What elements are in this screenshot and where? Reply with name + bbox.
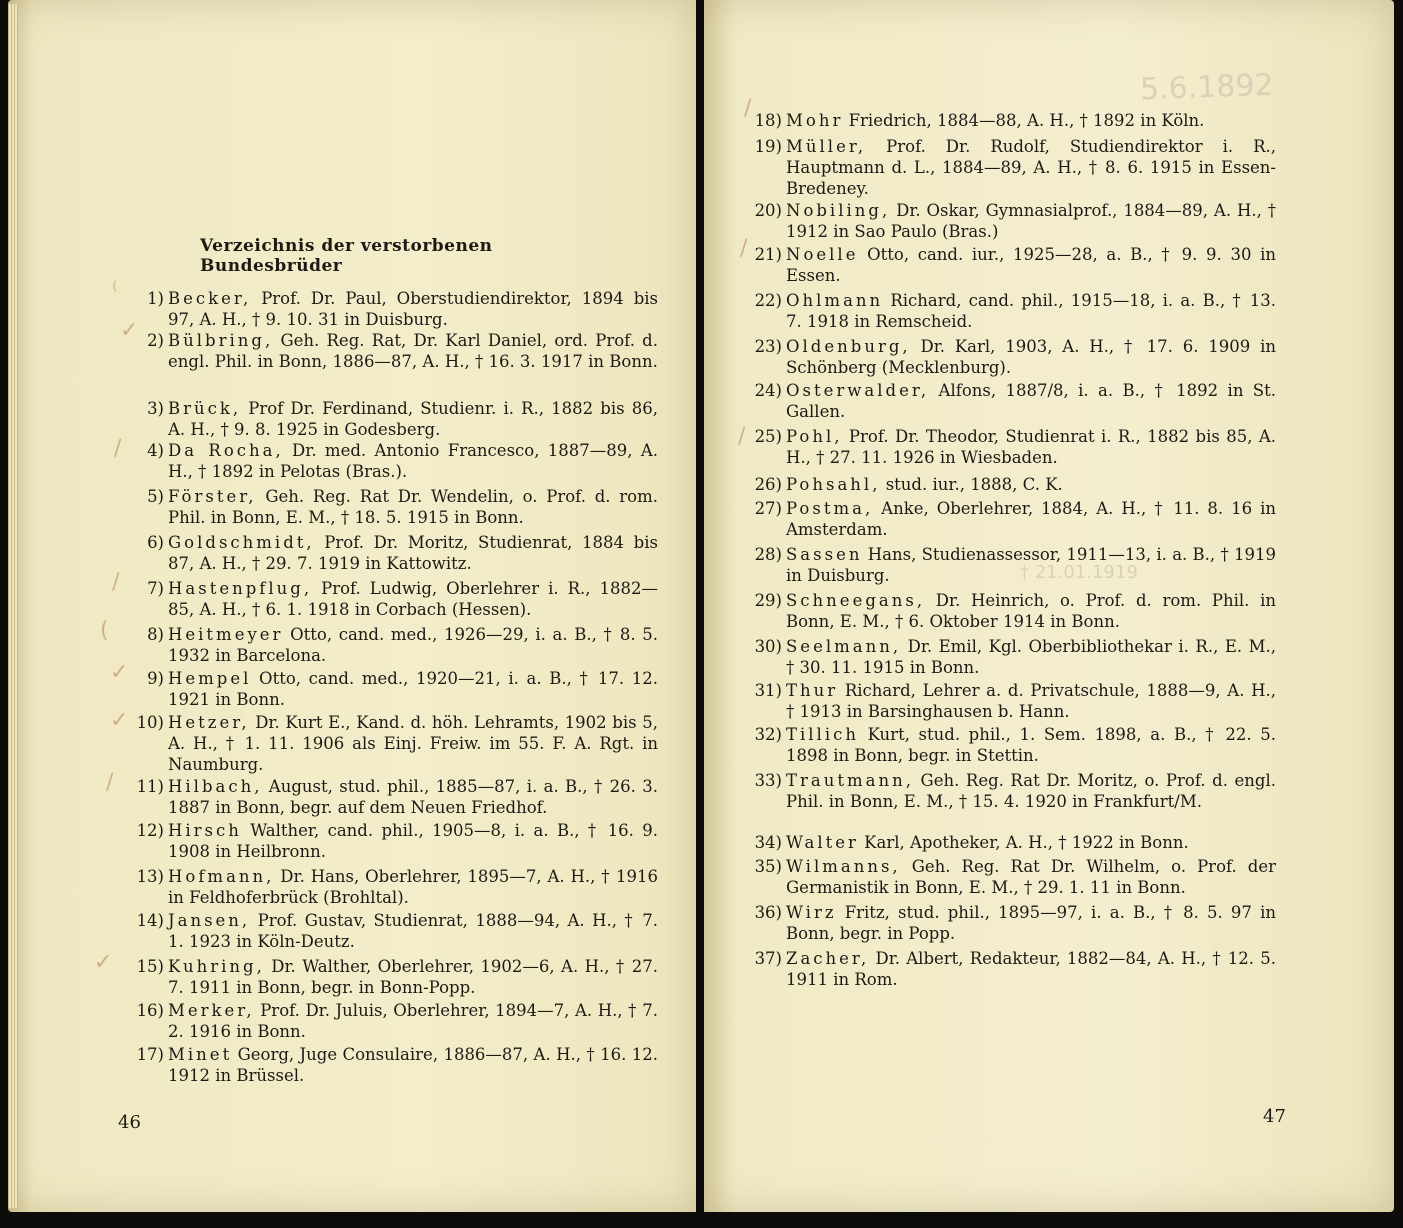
list-item [147,532,658,574]
entry-text [168,820,658,862]
entry-number: 27) [754,499,782,518]
entry-number: 28) [754,545,782,564]
entry-text [168,866,658,908]
list-item [754,290,1276,332]
entry-text [786,244,1276,286]
entry-text [786,590,1276,632]
entry-details: Prof. Gustav, Studienrat, 1888—94, A. H., † 7. 1. 1923 in Köln-Deutz. [168,911,658,951]
entry-surname: Bülbring, [168,331,274,350]
entry-number: 8) [147,625,164,644]
entry-surname: Postma, [786,499,874,518]
entry-number: 23) [754,337,782,356]
list-item [754,136,1276,199]
list-item [136,1044,658,1086]
entry-text [168,486,658,528]
entry-surname: Pohsahl, [786,475,881,494]
pencil-note-date: 5.6.1892 [1139,67,1275,108]
list-item [754,636,1276,678]
entry-number: 4) [147,441,164,460]
entry-surname: Trautmann, [786,771,914,790]
list-item [147,440,659,482]
entry-details: Dr. med. Antonio Francesco, 1887—89, A. H., † 1892 in Pelotas (Bras.). [168,441,659,481]
entry-details: Dr. Emil, Kgl. Oberbibliothekar i. R., E. M., † 30. 11. 1915 in Bonn. [786,637,1276,677]
list-item [136,712,658,775]
check-mark-icon: ✓ [120,318,139,343]
entry-details: Georg, Juge Consulaire, 1886—87, A. H., † 16. 12. 1912 in Brüssel. [168,1045,658,1085]
list-item [754,110,1276,131]
entry-text [786,136,1276,199]
entry-number: 17) [136,1045,164,1064]
entry-surname: Pohl, [786,427,843,446]
entry-details: Dr. Oskar, Gymnasialprof., 1884—89, A. H., † 1912 in Sao Paulo (Bras.) [786,201,1276,241]
entry-text [168,1000,658,1042]
entry-details: Fritz, stud. phil., 1895—97, i. a. B., † 8. 5. 97 in Bonn, begr. in Popp. [786,903,1276,943]
entry-text [168,288,658,330]
check-mark-icon: ⁽ [112,278,118,303]
list-item [754,724,1276,766]
entry-number: 11) [136,777,164,796]
entry-details: Prof. Dr. Theodor, Studienrat i. R., 1882 bis 85, A. H., † 27. 11. 1926 in Wiesbaden. [786,427,1276,467]
entry-details: Geh. Reg. Rat Dr. Wilhelm, o. Prof. der Germanistik in Bonn, E. M., † 29. 1. 11 in Bonn. [786,857,1276,897]
check-mark-icon: / [738,424,746,449]
list-item [147,288,658,330]
list-item [754,244,1276,286]
check-mark-icon: / [106,770,114,795]
entry-details: Prof. Ludwig, Oberlehrer i. R., 1882—85, A. H., † 6. 1. 1918 in Corbach (Hessen). [168,579,658,619]
list-item [147,486,658,528]
entry-details: Otto, cand. med., 1920—21, i. a. B., † 17. 12. 1921 in Bonn. [168,669,658,709]
entry-details: Dr. Karl, 1903, A. H., † 17. 6. 1909 in Schönberg (Mecklenburg). [786,337,1276,377]
entry-surname: Goldschmidt, [168,533,315,552]
entry-surname: Ohlmann [786,291,884,310]
entry-details: Anke, Oberlehrer, 1884, A. H., † 11. 8. 16 in Amsterdam. [786,499,1276,539]
entry-surname: Schneegans, [786,591,926,610]
entry-surname: Wirz [786,903,837,922]
entry-details: Dr. Hans, Oberlehrer, 1895—7, A. H., † 1916 in Feldhoferbrück (Brohltal). [168,867,658,907]
entry-surname: Becker, [168,289,252,308]
entry-number: 22) [754,291,782,310]
entry-text [786,200,1276,242]
entry-text [168,712,658,775]
entry-text [168,668,658,710]
entry-details: Richard, Lehrer a. d. Privatschule, 1888—9, A. H., † 1913 in Barsinghausen b. Hann. [786,681,1276,721]
entry-text [786,336,1276,378]
list-item [136,776,658,818]
entry-details: Geh. Reg. Rat Dr. Wendelin, o. Prof. d. rom. Phil. in Bonn, E. M., † 18. 5. 1915 in Bonn. [168,487,658,527]
entry-number: 21) [754,245,782,264]
entry-text [786,290,1276,332]
list-item [754,336,1276,378]
entry-text [168,956,658,998]
entry-surname: Merker, [168,1001,255,1020]
entry-text [168,330,658,372]
entry-number: 29) [754,591,782,610]
entry-number: 33) [754,771,782,790]
check-mark-icon: ✓ [110,660,129,685]
check-mark-icon: ( [100,618,109,643]
entry-details: Richard, cand. phil., 1915—18, i. a. B., † 13. 7. 1918 in Remscheid. [786,291,1276,331]
entry-text [786,770,1276,812]
entry-number: 2) [147,331,164,350]
list-item [754,200,1276,242]
check-mark-icon: / [744,96,752,121]
entry-surname: Osterwalder, [786,381,930,400]
entry-details: Dr. Walther, Oberlehrer, 1902—6, A. H., † 27. 7. 1911 in Bonn, begr. in Bonn-Popp. [168,957,658,997]
entry-number: 26) [754,475,782,494]
entry-details: Alfons, 1887/8, i. a. B., † 1892 in St. Gallen. [786,381,1276,421]
entry-surname: Sassen [786,545,863,564]
check-mark-icon: / [112,570,120,595]
entry-surname: Müller, [786,137,867,156]
entry-number: 9) [147,669,164,688]
entry-text [786,426,1276,468]
list-item [136,956,658,998]
entry-number: 18) [754,111,782,130]
entry-details: Friedrich, 1884—88, A. H., † 1892 in Köln. [843,111,1205,130]
entry-number: 20) [754,201,782,220]
entry-surname: Hilbach, [168,777,263,796]
entry-text [168,910,658,952]
check-mark-icon: ✓ [94,950,113,975]
entry-text [168,532,658,574]
entry-number: 32) [754,725,782,744]
check-mark-icon: ✓ [110,708,129,733]
entry-details: Geh. Reg. Rat Dr. Moritz, o. Prof. d. engl. Phil. in Bonn, E. M., † 15. 4. 1920 in Frankfurt/M. [786,771,1276,811]
list-item [147,668,658,710]
entry-surname: Minet [168,1045,233,1064]
check-mark-icon: / [114,436,122,461]
entry-number: 24) [754,381,782,400]
list-item [147,624,658,666]
entry-number: 35) [754,857,782,876]
entry-details: Prof Dr. Ferdinand, Studienr. i. R., 1882 bis 86, A. H., † 9. 8. 1925 in Godesberg. [168,399,658,439]
entry-details: Dr. Albert, Redakteur, 1882—84, A. H., † 12. 5. 1911 in Rom. [786,949,1276,989]
entry-details: stud. iur., 1888, C. K. [880,475,1063,494]
entry-text [168,398,658,440]
entry-details: Prof. Dr. Paul, Oberstudiendirektor, 1894 bis 97, A. H., † 9. 10. 31 in Duisburg. [168,289,658,329]
entry-number: 36) [754,903,782,922]
entry-number: 15) [136,957,164,976]
entry-number: 1) [147,289,164,308]
entry-surname: Oldenburg, [786,337,911,356]
list-item [136,866,658,908]
entry-text [168,776,658,818]
entry-text [168,624,658,666]
page-number-left: 46 [118,1112,141,1133]
entry-number: 6) [147,533,164,552]
list-item [754,770,1276,812]
list-item [754,832,1276,853]
entry-details: Dr. Kurt E., Kand. d. höh. Lehramts, 1902 bis 5, A. H., † 1. 11. 1906 als Einj. Freiw. im 55. F. A. Rgt. in Naumburg. [168,713,658,774]
entry-number: 12) [136,821,164,840]
entry-text [786,724,1276,766]
entry-surname: Mohr [786,111,844,130]
entry-text [786,498,1276,540]
entry-surname: Heitmeyer [168,625,284,644]
pencil-note-death: † 21.01.1919 [1020,562,1138,583]
entry-details: Otto, cand. iur., 1925—28, a. B., † 9. 9. 30 in Essen. [786,245,1276,285]
list-heading: Verzeichnis der verstorbenen Bundesbrüder [200,236,493,276]
entry-number: 13) [136,867,164,886]
entry-number: 3) [147,399,164,418]
entry-details: Prof. Dr. Moritz, Studienrat, 1884 bis 87, A. H., † 29. 7. 1919 in Kattowitz. [168,533,658,573]
list-item [147,398,658,440]
entry-surname: Förster, [168,487,257,506]
entry-surname: Brück, [168,399,242,418]
list-item [754,380,1276,422]
list-item [754,680,1276,722]
entry-surname: Da Rocha, [168,441,284,460]
entry-number: 16) [136,1001,164,1020]
entry-details: Otto, cand. med., 1926—29, i. a. B., † 8. 5. 1932 in Barcelona. [168,625,658,665]
entry-number: 25) [754,427,782,446]
entry-text [786,636,1276,678]
entry-surname: Noelle [786,245,859,264]
entry-surname: Hempel [168,669,252,688]
entry-surname: Thur [786,681,839,700]
entry-text [786,856,1276,898]
list-item [754,590,1276,632]
entry-text [168,578,658,620]
check-mark-icon: / [740,236,748,261]
entry-number: 10) [136,713,164,732]
entry-surname: Wilmanns, [786,857,901,876]
entry-text [786,832,1276,853]
entry-surname: Hofmann, [168,867,275,886]
entry-number: 5) [147,487,164,506]
list-item [136,910,658,952]
entry-details: Prof. Dr. Rudolf, Studiendirektor i. R., Hauptmann d. L., 1884—89, A. H., † 8. 6. 1915 in Essen-Bredeney. [786,137,1276,198]
entry-surname: Kuhring, [168,957,265,976]
entry-details: Hans, Studienassessor, 1911—13, i. a. B., † 1919 in Duisburg. [786,545,1276,585]
entry-details: Kurt, stud. phil., 1. Sem. 1898, a. B., † 22. 5. 1898 in Bonn, begr. in Stettin. [786,725,1276,765]
entry-number: 34) [754,833,782,852]
entry-surname: Hirsch [168,821,242,840]
entry-details: Karl, Apotheker, A. H., † 1922 in Bonn. [858,833,1189,852]
entry-text [786,110,1276,131]
list-item [754,902,1276,944]
entry-text [786,680,1276,722]
entry-number: 30) [754,637,782,656]
entry-number: 37) [754,949,782,968]
entry-text [786,902,1276,944]
entry-surname: Hetzer, [168,713,250,732]
entry-text [786,380,1276,422]
entry-surname: Seelmann, [786,637,902,656]
list-item [754,426,1276,468]
list-item [147,578,658,620]
entry-text [168,1044,658,1086]
entry-details: Dr. Heinrich, o. Prof. d. rom. Phil. in Bonn, E. M., † 6. Oktober 1914 in Bonn. [786,591,1276,631]
entry-surname: Hastenpflug, [168,579,313,598]
entry-surname: Jansen, [168,911,251,930]
entry-details: Geh. Reg. Rat, Dr. Karl Daniel, ord. Prof. d. engl. Phil. in Bonn, 1886—87, A. H., † 16. 3. 1917 in Bonn. [168,331,658,371]
list-item [754,856,1276,898]
entry-number: 14) [136,911,164,930]
page-edges [8,4,18,1208]
list-item [147,330,658,372]
entry-details: Walther, cand. phil., 1905—8, i. a. B., † 16. 9. 1908 in Heilbronn. [168,821,658,861]
entry-surname: Walter [786,833,859,852]
entry-number: 31) [754,681,782,700]
entry-text [168,440,658,482]
list-item [754,948,1276,990]
list-item [136,1000,658,1042]
list-item [754,474,1276,495]
entry-text [786,948,1276,990]
list-item [136,820,658,862]
entry-details: Prof. Dr. Juluis, Oberlehrer, 1894—7, A. H., † 7. 2. 1916 in Bonn. [168,1001,658,1041]
entry-surname: Zacher, [786,949,870,968]
entry-number: 19) [754,137,782,156]
entry-surname: Nobiling, [786,201,891,220]
entry-surname: Tillich [786,725,859,744]
entry-text [786,474,1276,495]
page-number-right: 47 [1263,1106,1286,1127]
entry-details: August, stud. phil., 1885—87, i. a. B., † 26. 3. 1887 in Bonn, begr. auf dem Neuen Friedhof. [168,777,658,817]
entry-number: 7) [147,579,164,598]
list-item [754,498,1276,540]
